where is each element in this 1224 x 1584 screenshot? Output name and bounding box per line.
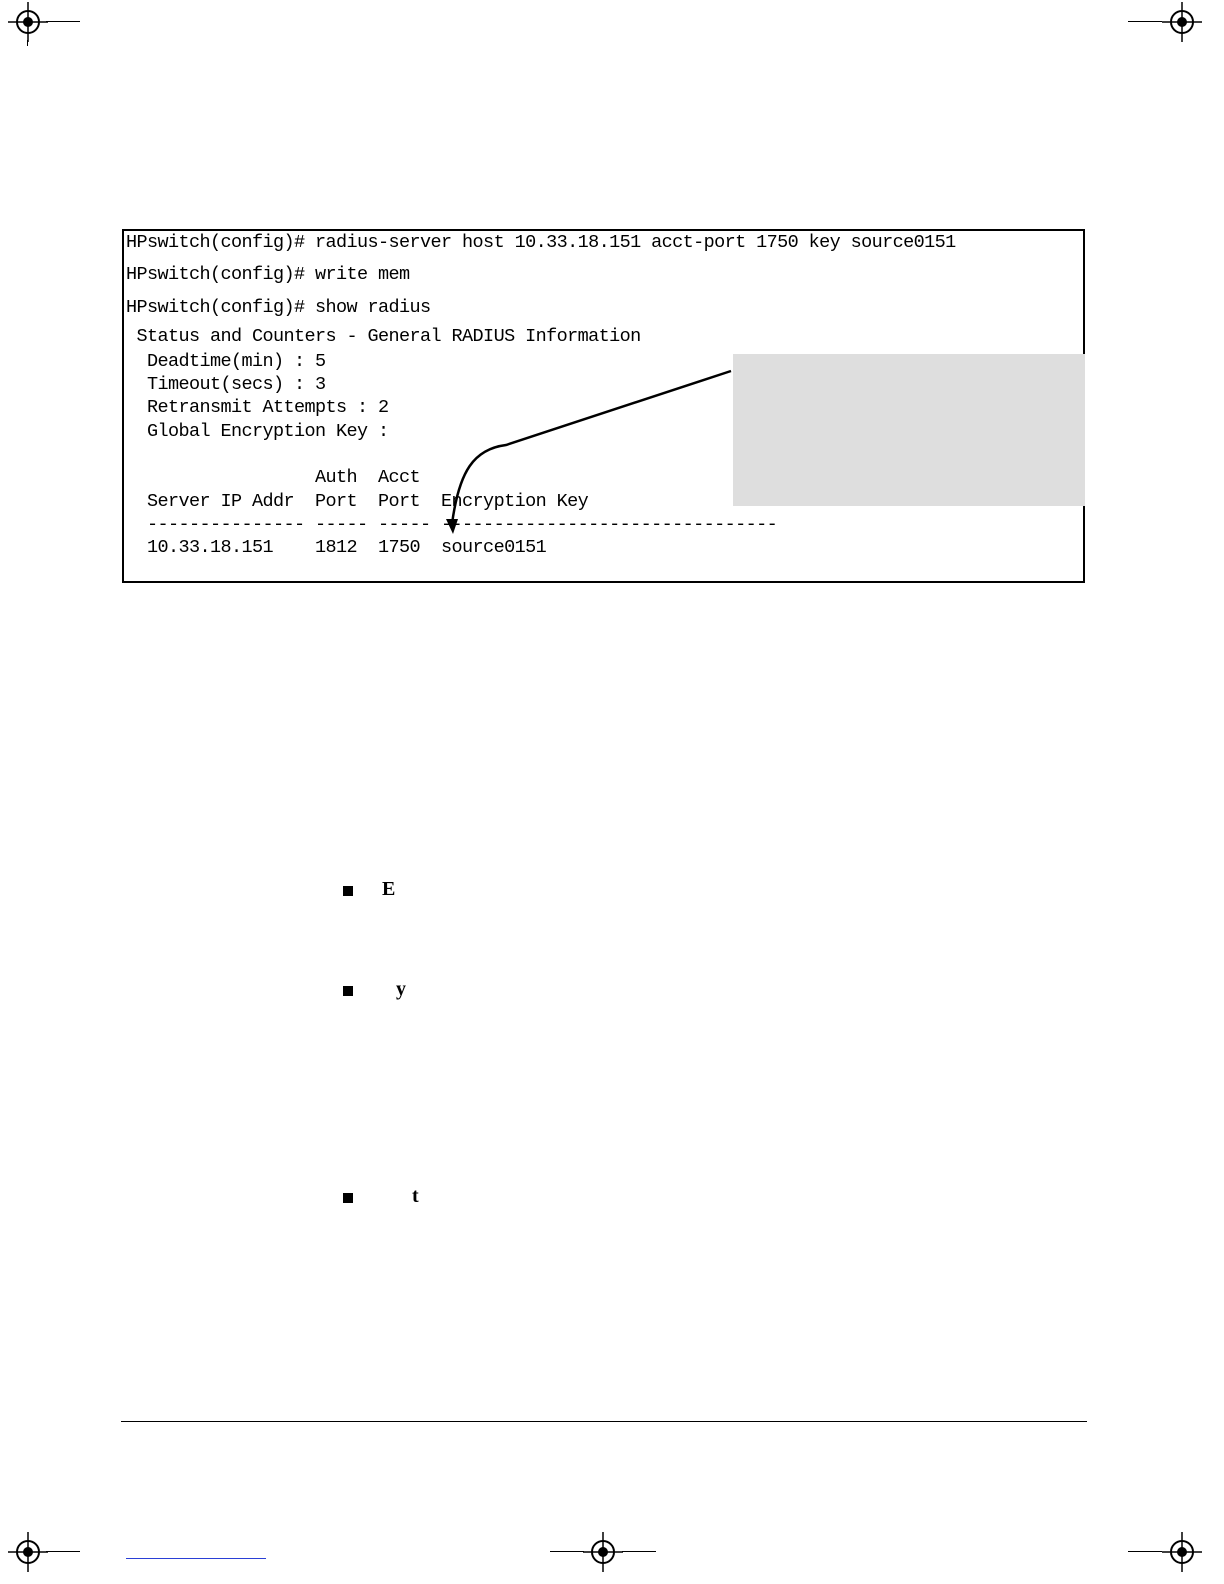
terminal-line-3: HPswitch(config)# show radius xyxy=(126,297,431,318)
bullet-text: E xyxy=(382,878,396,900)
terminal-line-8: Global Encryption Key : xyxy=(126,421,389,442)
terminal-line-5: Deadtime(min) : 5 xyxy=(126,351,326,372)
bullet-marker xyxy=(343,986,353,996)
terminal-line-9: Auth Acct xyxy=(126,467,421,488)
crop-line-bottom-center-right xyxy=(622,1551,656,1552)
terminal-line-6: Timeout(secs) : 3 xyxy=(126,374,326,395)
crop-line-bottom-right xyxy=(1128,1551,1162,1552)
terminal-line-7: Retransmit Attempts : 2 xyxy=(126,397,389,418)
bullet-text: t xyxy=(412,1185,419,1207)
terminal-line-12: 10.33.18.151 1812 1750 source0151 xyxy=(126,537,547,558)
footer-link-underline[interactable] xyxy=(126,1558,266,1559)
terminal-line-10: Server IP Addr Port Port Encryption Key xyxy=(126,491,589,512)
registration-mark-bottom-center xyxy=(583,1532,623,1572)
crop-line-top-left xyxy=(46,21,80,22)
terminal-line-4: Status and Counters - General RADIUS Information xyxy=(126,326,641,347)
footer-rule xyxy=(121,1421,1087,1422)
registration-mark-top-right xyxy=(1162,2,1202,42)
terminal-line-11: --------------- ----- ----- -------------------------------- xyxy=(126,514,778,535)
terminal-line-2: HPswitch(config)# write mem xyxy=(126,264,410,285)
registration-mark-bottom-right xyxy=(1162,1532,1202,1572)
crop-line-top-left-v xyxy=(27,40,28,46)
bullet-marker xyxy=(343,1193,353,1203)
registration-mark-bottom-left xyxy=(8,1532,48,1572)
crop-line-bottom-left xyxy=(46,1551,80,1552)
registration-mark-top-left xyxy=(8,2,48,42)
bullet-marker xyxy=(343,886,353,896)
terminal-figure xyxy=(122,229,1085,583)
crop-line-bottom-center-left xyxy=(550,1551,584,1552)
crop-line-top-right xyxy=(1128,21,1162,22)
terminal-line-1: HPswitch(config)# radius-server host 10.33.18.151 acct-port 1750 key source0151 xyxy=(126,232,956,253)
bullet-text: y xyxy=(396,978,406,1000)
